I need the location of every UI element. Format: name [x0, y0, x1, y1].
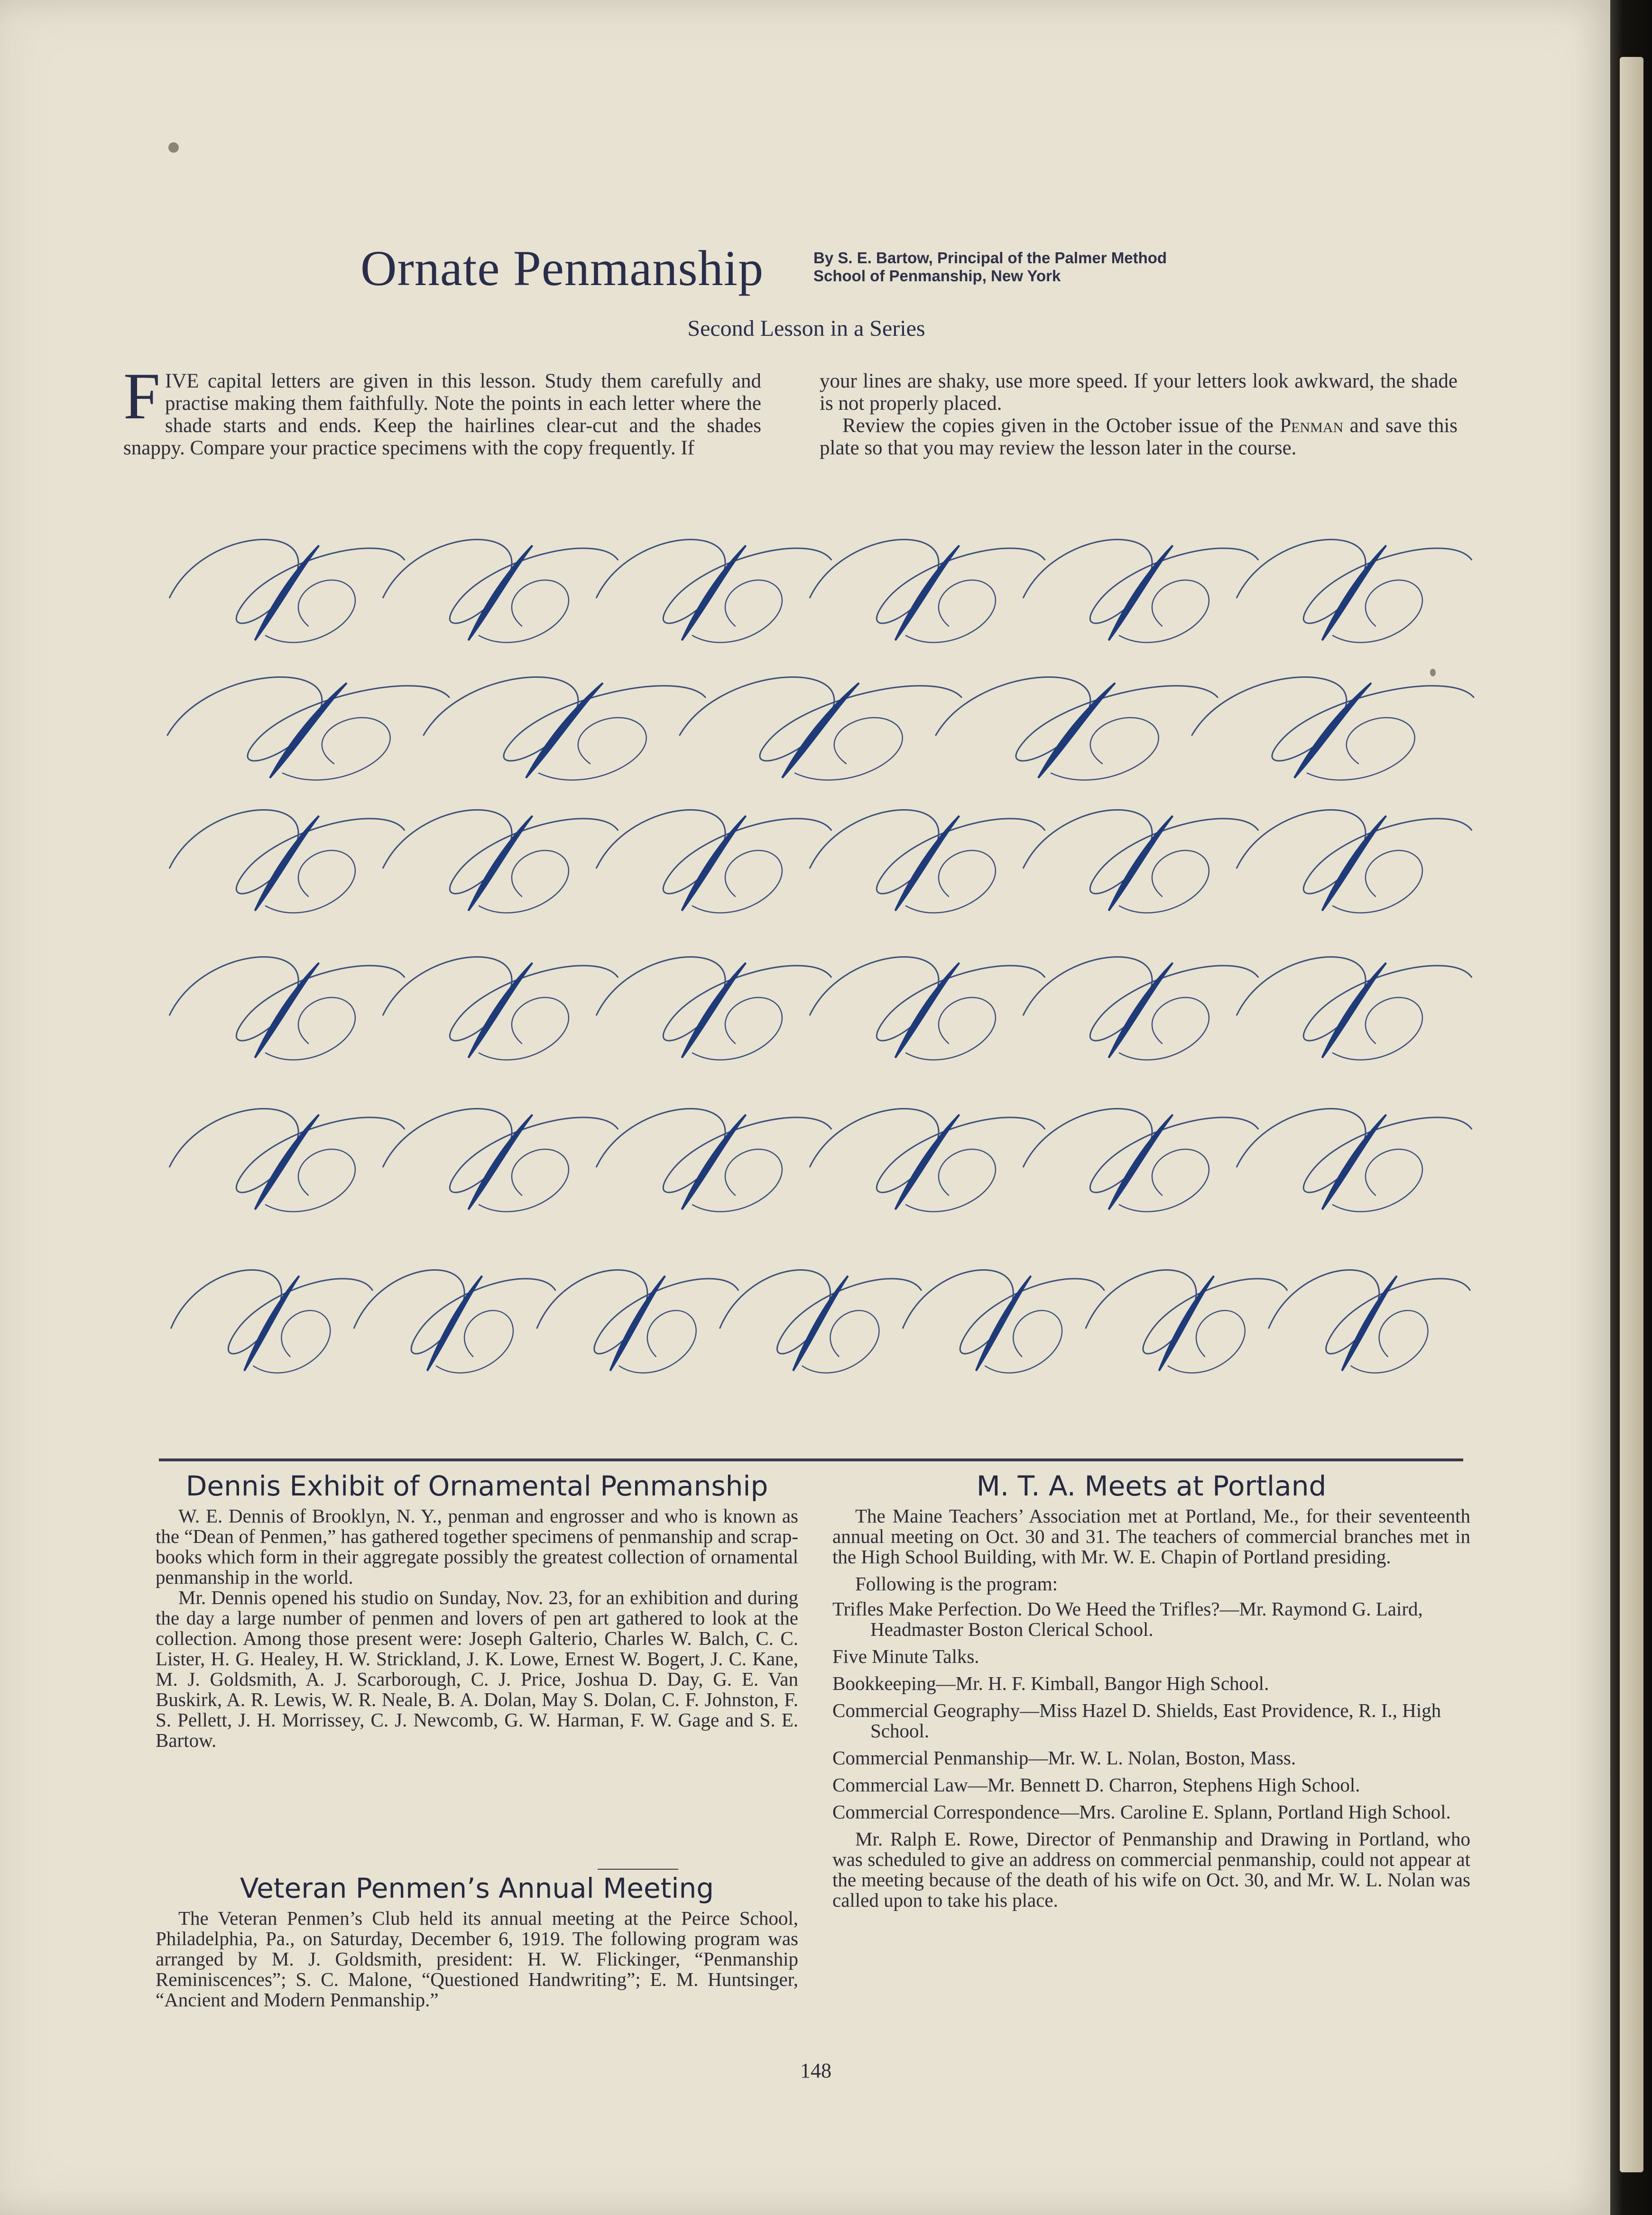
- program-item: Commercial Penmanship—Mr. W. L. Nolan, Boston, Mass.: [832, 1747, 1296, 1769]
- ornate-capital-glyph: [1024, 1109, 1258, 1212]
- ornate-capital-glyph: [680, 677, 961, 780]
- dennis-article: [156, 1470, 798, 1751]
- paper-speck: [168, 142, 179, 153]
- intro-review-text: Review the copies given in the October issue of the: [842, 415, 1274, 437]
- ornate-capital-glyph: [170, 957, 405, 1060]
- ornate-capital-glyph: [171, 1270, 372, 1373]
- article-subtitle: Second Lesson in a Series: [687, 316, 925, 341]
- article-separator: [598, 1869, 678, 1870]
- dennis-paragraph-2: Mr. Dennis opened his studio on Sunday, Nov. 23, for an exhibition and during the day a large number of penmen and lovers of pen art gathered to look at the collection. Among those present were: Joseph Galterio, Charles W. Balch, C. C. Lister, H. G. Healey, H. W. Strickland, J. K. Lowe, Ernest W. Bogert, J. C. Kane, M. J. Goldsmith, A. J. Scarborough, C. J. Price, Joshua D. Day, G. E. Van Buskirk, A. R. Lewis, W. R. Neale, B. A. Dolan, May S. Dolan, C. F. Johnston, F. S. Pellett, J. H. Morrissey, C. J. Newcomb, G. W. Harman, F. W. Gage and S. E. Bartow.: [156, 1587, 798, 1751]
- ornate-capital-glyph: [1237, 1109, 1472, 1212]
- penmanship-plate: [166, 503, 1475, 1432]
- byline-line-2: School of Penmanship, New York: [813, 267, 1061, 285]
- ornate-capital-glyph: [936, 677, 1218, 780]
- mta-article: [832, 1470, 1470, 1911]
- ornate-capital-glyph: [1237, 540, 1472, 643]
- veteran-paragraph: The Veteran Penmen’s Club held its annual meeting at the Peirce School, Philadelphia, Pa., on Saturday, December 6, 1919. The following program was arranged by M. J. Goldsmith, president: H. W. Flickinger, “Penmanship Reminiscences”; S. C. Malone, “Questioned Handwriting”; E. M. Huntsinger, “Ancient and Modern Penmanship.”: [156, 1907, 798, 2011]
- ornate-capital-glyph: [597, 957, 831, 1060]
- ornate-capital-glyph: [354, 1270, 555, 1373]
- page-number: 148: [800, 2059, 831, 2082]
- ornate-capital-glyph: [1269, 1270, 1470, 1373]
- ornate-capital-glyph: [1237, 810, 1472, 913]
- veteran-heading: Veteran Penmen’s Annual Meeting: [240, 1872, 714, 1904]
- ornate-capital-glyph: [170, 540, 405, 643]
- ornate-capital-glyph: [1024, 810, 1258, 913]
- ornate-capital-glyph: [1237, 957, 1472, 1060]
- ornate-capital-glyph: [903, 1270, 1104, 1373]
- veteran-article: [156, 1872, 798, 2011]
- dennis-heading: Dennis Exhibit of Ornamental Penmanship: [185, 1470, 768, 1502]
- ornate-capital-glyph: [1024, 957, 1258, 1060]
- ornate-capital-glyph: [720, 1270, 921, 1373]
- ornate-capital-glyph: [1086, 1270, 1287, 1373]
- dennis-paragraph-1: W. E. Dennis of Brooklyn, N. Y., penman and engrosser and who is known as the “Dean of Penmen,” has gathered together specimens of penmanship and scrap-books which form in their aggregate possibly the greatest collection of ornamental penmanship in the world.: [156, 1505, 798, 1588]
- mta-heading: M. T. A. Meets at Portland: [976, 1470, 1327, 1502]
- ornate-capital-glyph: [810, 540, 1045, 643]
- program-item: Commercial Geography—Miss Hazel D. Shields, East Providence, R. I., High School.: [832, 1699, 1441, 1742]
- intro-review-text-end: and save this plate so that you may review the lesson later in the course.: [820, 415, 1458, 459]
- mta-paragraph-1: The Maine Teachers’ Association met at Portland, Me., for their seventeenth annual meeting on Oct. 30 and 31. The teachers of commercial branches met in the High School Building, with Mr. W. E. Chapin of Portland presiding.: [832, 1505, 1470, 1568]
- byline-line-1: By S. E. Bartow, Principal of the Palmer Method: [813, 249, 1167, 267]
- section-divider: [159, 1458, 1463, 1461]
- ornate-capital-glyph: [383, 810, 618, 913]
- ornate-capital-glyph: [1192, 677, 1474, 780]
- ornate-capital-glyph: [383, 957, 618, 1060]
- ornate-capital-glyph: [597, 810, 831, 913]
- ornate-capital-glyph: [597, 540, 831, 643]
- intro-right-column: [820, 370, 1458, 459]
- intro-right-text: your lines are shaky, use more speed. If your letters look awkward, the shade is not properly placed.: [820, 370, 1458, 415]
- article-title: Ornate Penmanship: [360, 240, 764, 296]
- program-item: Five Minute Talks.: [832, 1645, 979, 1667]
- program-intro: Following is the program:: [855, 1573, 1058, 1595]
- ornate-capital-glyph: [170, 810, 405, 913]
- ornate-capital-glyph: [170, 1109, 405, 1212]
- program-item: Commercial Law—Mr. Bennett D. Charron, Stephens High School.: [832, 1774, 1360, 1796]
- ornate-capital-glyph: [810, 810, 1045, 913]
- article-byline: [813, 249, 1288, 285]
- program-item: Bookkeeping—Mr. H. F. Kimball, Bangor High School.: [832, 1672, 1269, 1694]
- intro-left-text: IVE capital letters are given in this lesson. Study them carefully and practise making them faithfully. Note the points in each letter where the shade starts and ends. Keep the hairlines clear-cut and the shades snappy. Compare your practice specimens with the copy frequently. If: [123, 370, 761, 459]
- ornate-capital-glyph: [810, 957, 1045, 1060]
- ornate-capital-glyph: [383, 540, 618, 643]
- drop-cap: F: [123, 360, 160, 433]
- ornate-capital-glyph: [1024, 540, 1258, 643]
- ornate-capital-glyph: [597, 1109, 831, 1212]
- ornate-capital-glyph: [424, 677, 705, 780]
- next-page-edge: [1620, 57, 1643, 2172]
- ornate-capital-glyph: [167, 677, 449, 780]
- paper-speck: [1430, 669, 1436, 676]
- program-item: Commercial Correspondence—Mrs. Caroline E. Splann, Portland High School.: [832, 1801, 1451, 1823]
- ornate-capital-glyph: [537, 1270, 738, 1373]
- ornate-capital-glyph: [383, 1109, 618, 1212]
- program-item: Trifles Make Perfection. Do We Heed the Trifles?—Mr. Raymond G. Laird, Headmaster Boston Clerical School.: [832, 1598, 1423, 1640]
- ornate-capital-glyph: [810, 1109, 1045, 1212]
- magazine-name: Penman: [1280, 415, 1344, 437]
- intro-left-column: [123, 360, 761, 459]
- intro-right-para-2: [820, 415, 1458, 459]
- mta-paragraph-last: Mr. Ralph E. Rowe, Director of Penmanship and Drawing in Portland, who was scheduled to give an address on commercial penmanship, could not appear at the meeting because of the death of his wife on Oct. 30, and Mr. W. L. Nolan was called upon to take his place.: [832, 1828, 1470, 1911]
